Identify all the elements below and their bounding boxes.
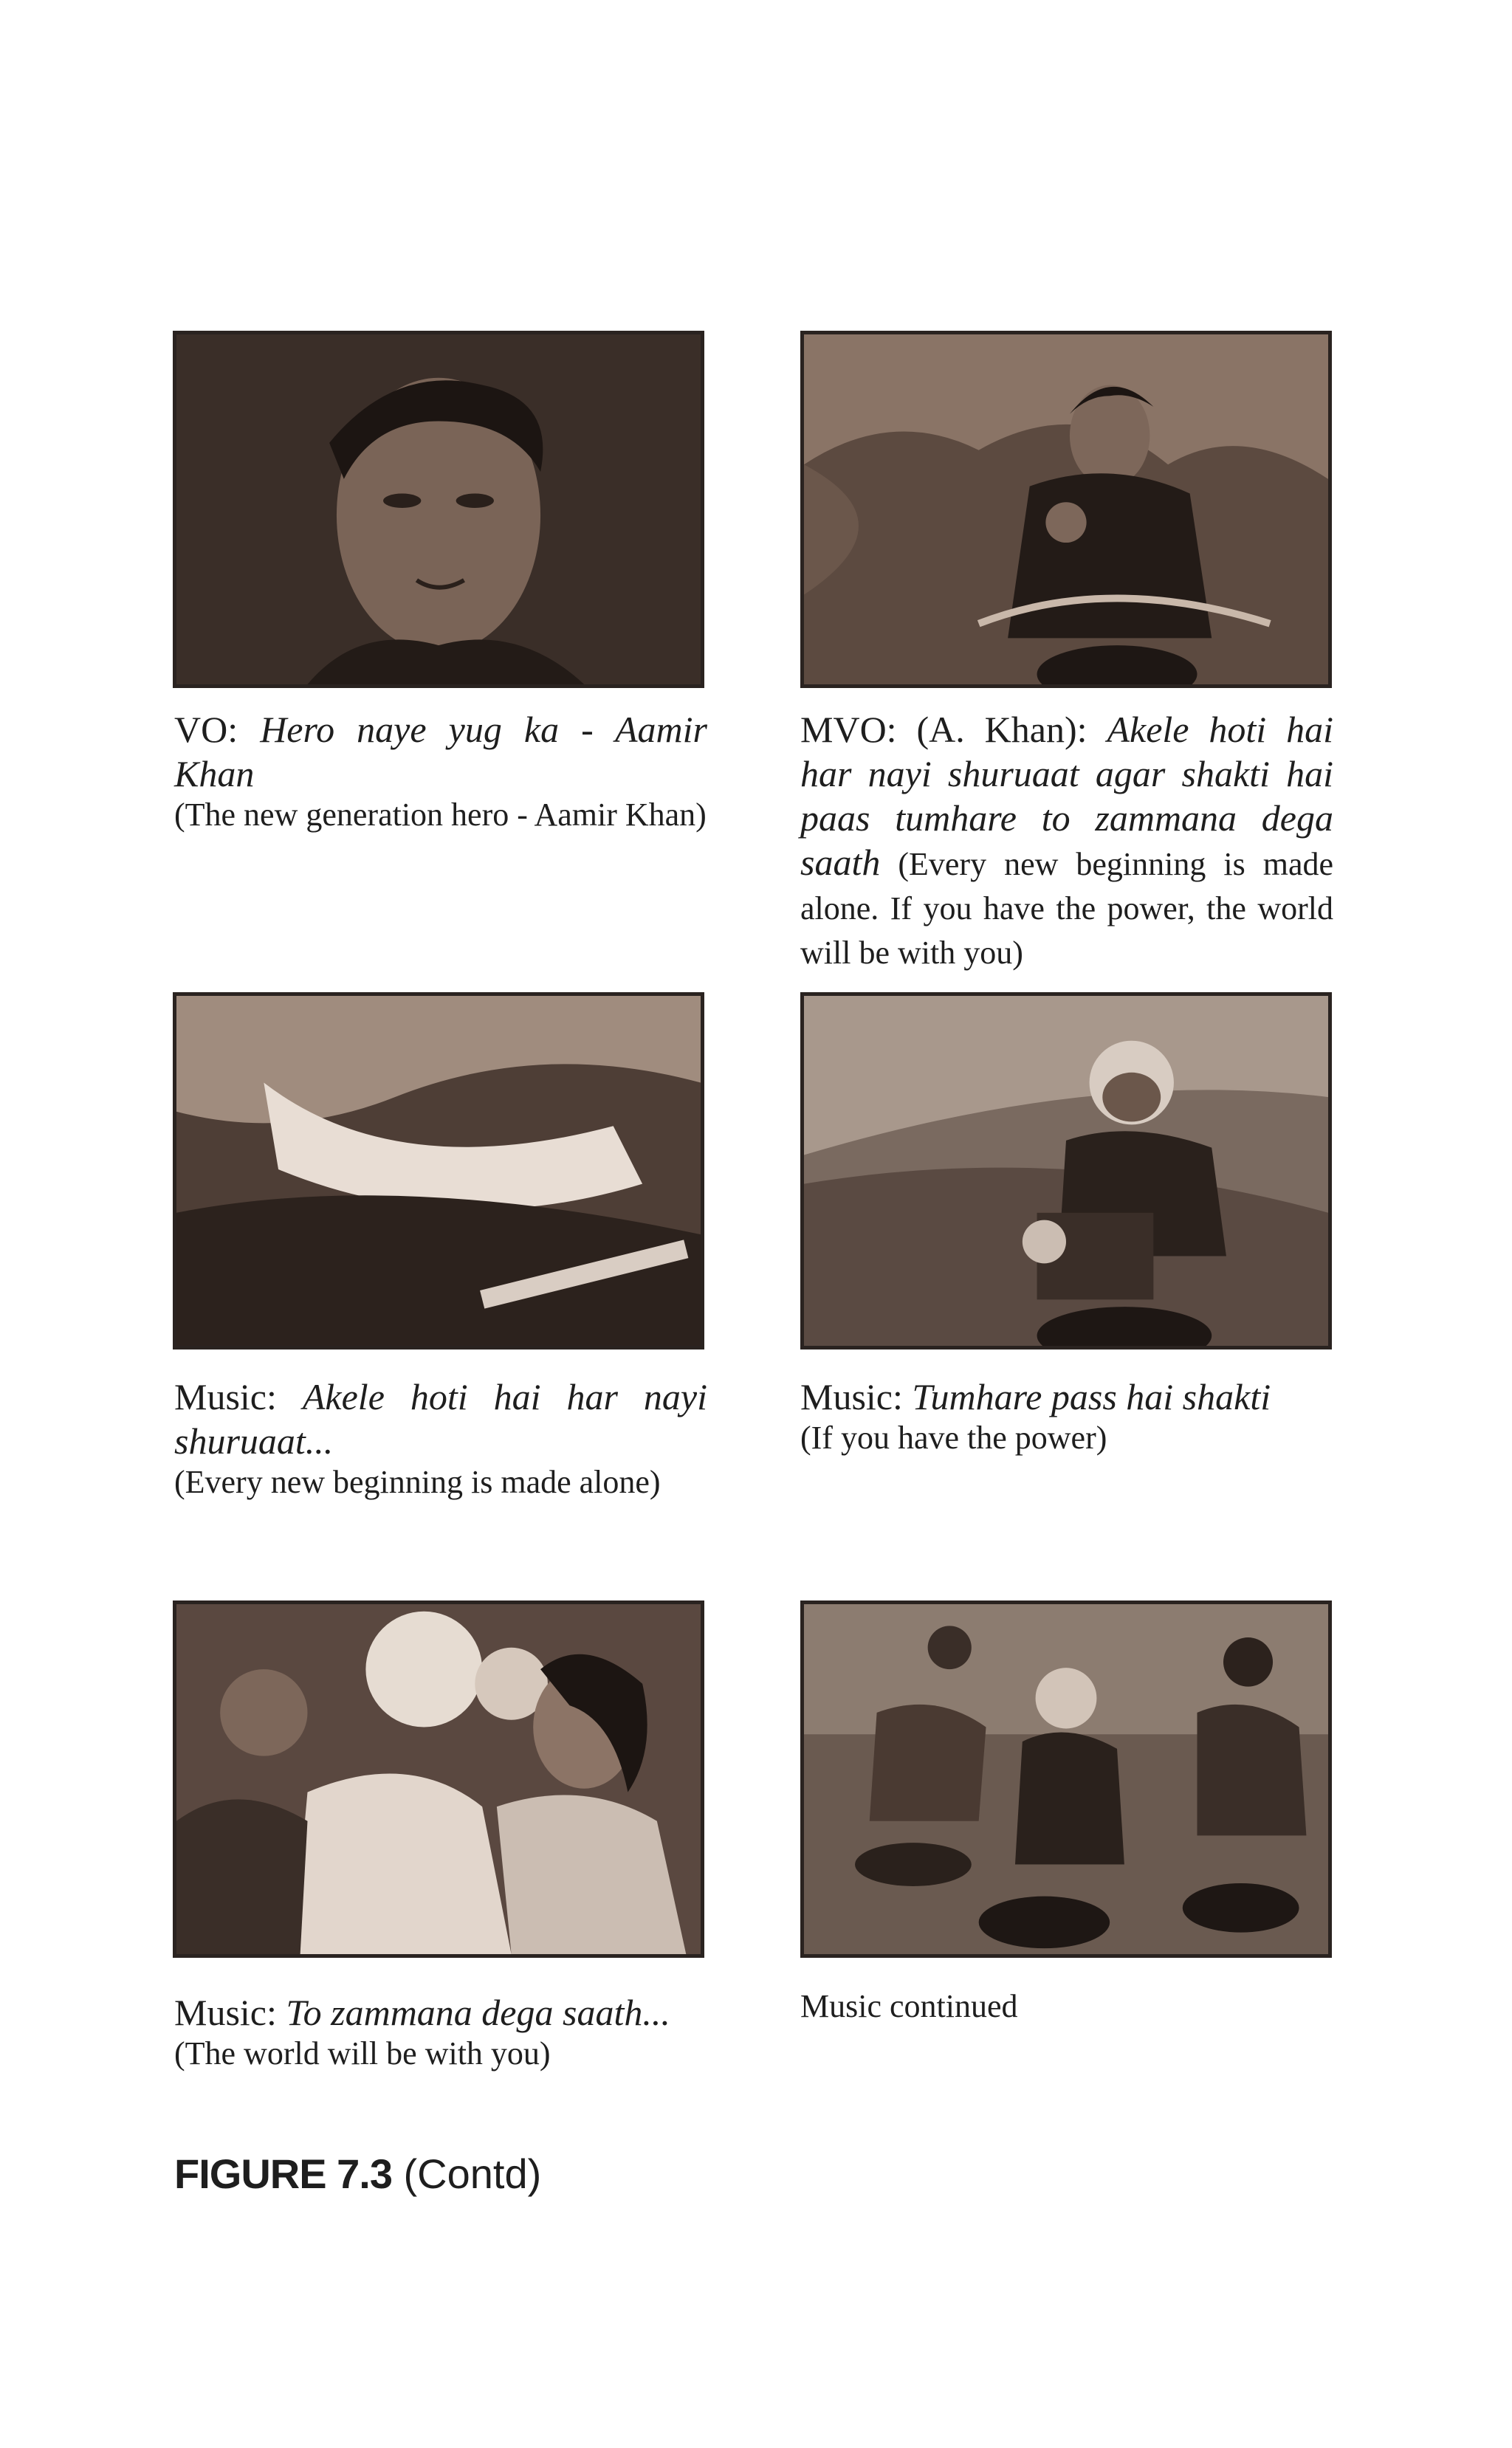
photo-man-on-motorbike-rocks xyxy=(800,331,1332,688)
figure-label: FIGURE 7.3 xyxy=(174,2150,392,2197)
caption-italic: Tumhare pass hai shakti xyxy=(912,1376,1271,1417)
photo-riders-group-smiling xyxy=(173,1601,704,1958)
caption-translation: (The world will be with you) xyxy=(174,2035,551,2071)
figure-caption xyxy=(174,2150,541,2198)
caption-6 xyxy=(800,1987,1333,2026)
caption-italic: Hero naye yug ka - Aamir Khan xyxy=(174,709,707,794)
caption-lead: Music: xyxy=(800,1376,913,1417)
photo-closeup-man-face xyxy=(173,331,704,688)
caption-3 xyxy=(174,1375,707,1502)
caption-translation: (Every new beginning is made alone. If you have the power, the world will be with you) xyxy=(800,846,1333,971)
photo-group-of-motorbike-riders xyxy=(800,1601,1332,1958)
photo-hero-puch-bike-closeup xyxy=(173,992,704,1350)
caption-italic: Akele hoti hai har nayi shuruaat agar shakti hai paas tumhare to zammana dega saath xyxy=(800,709,1333,883)
caption-text: Music continued xyxy=(800,1988,1018,2024)
photo-rider-with-helmet xyxy=(800,992,1332,1350)
caption-5 xyxy=(174,1990,707,2074)
caption-lead: Music: xyxy=(174,1376,303,1417)
caption-4 xyxy=(800,1375,1333,1458)
caption-1 xyxy=(174,707,707,835)
figure-continued: (Contd) xyxy=(391,2150,542,2197)
caption-italic: To zammana dega saath... xyxy=(286,1992,670,2033)
caption-translation: (If you have the power) xyxy=(800,1420,1107,1456)
caption-lead: VO: xyxy=(174,709,261,750)
caption-lead: Music: xyxy=(174,1992,286,2033)
caption-2 xyxy=(800,707,1333,973)
caption-italic: Akele hoti hai har nayi shuruaat... xyxy=(174,1376,707,1462)
caption-translation: (The new generation hero - Aamir Khan) xyxy=(174,797,707,833)
caption-lead: MVO: (A. Khan): xyxy=(800,709,1107,750)
caption-translation: (Every new beginning is made alone) xyxy=(174,1464,661,1500)
